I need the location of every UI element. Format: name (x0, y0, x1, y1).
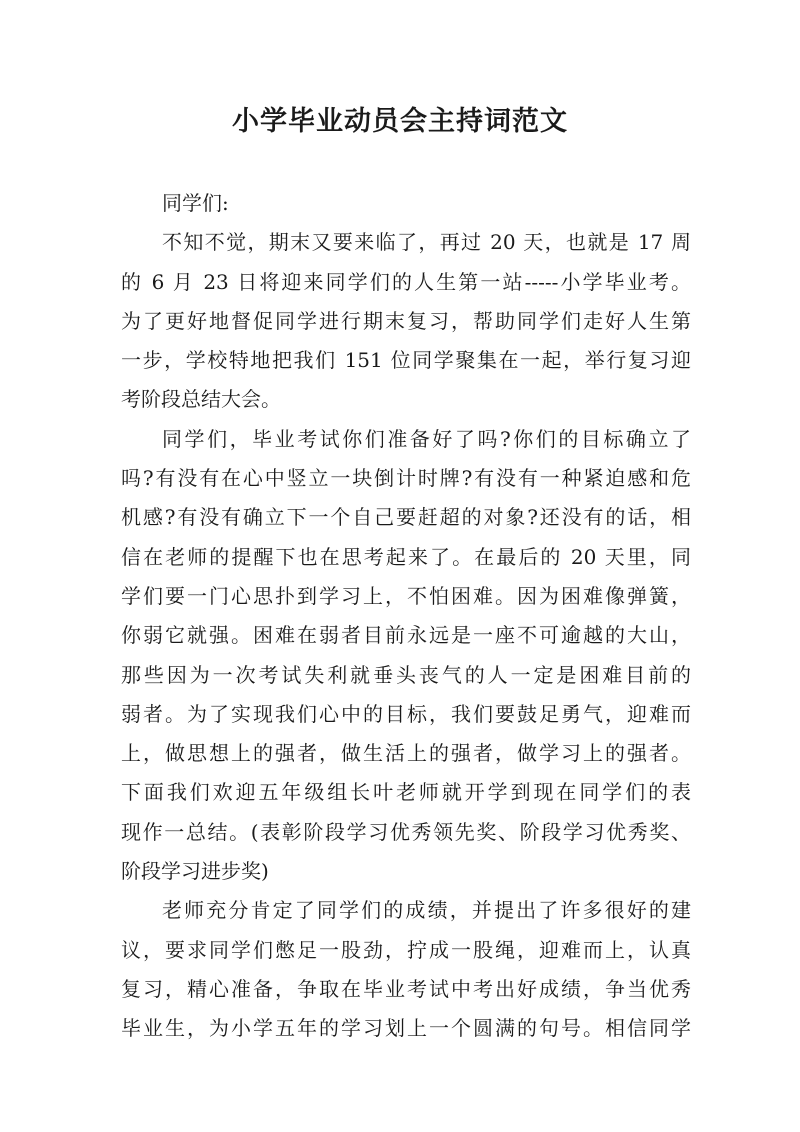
text-line: 弱者。为了实现我们心中的目标，我们要鼓足勇气，迎难而 (121, 701, 691, 726)
text-line: 那些因为一次考试失利就垂头丧气的人一定是困难目前的 (121, 662, 691, 687)
document-body (121, 184, 691, 1049)
text-line: 同学们，毕业考试你们准备好了吗?你们的目标确立了 (162, 426, 691, 451)
text-line: 一步，学校特地把我们 151 位同学聚集在一起，举行复习迎 (121, 348, 691, 373)
text-line: 现作一总结。(表彰阶段学习优秀领先奖、阶段学习优秀奖、 (121, 819, 691, 844)
text-line: 复习，精心准备，争取在毕业考试中考出好成绩，争当优秀 (121, 976, 691, 1001)
document-title: 小学毕业动员会主持词范文 (232, 106, 568, 137)
text-line: 下面我们欢迎五年级组长叶老师就开学到现在同学们的表 (121, 780, 691, 805)
text-line: 毕业生，为小学五年的学习划上一个圆满的句号。相信同学 (121, 1016, 691, 1041)
text-line: 不知不觉，期末又要来临了，再过 20 天，也就是 17 周 (162, 230, 691, 255)
text-line: 的 6 月 23 日将迎来同学们的人生第一站-----小学毕业考。 (121, 269, 691, 294)
text-line: 考阶段总结大会。 (121, 387, 281, 412)
text-line: 吗?有没有在心中竖立一块倒计时牌?有没有一种紧迫感和危 (121, 466, 691, 491)
text-line: 老师充分肯定了同学们的成绩，并提出了许多很好的建 (162, 898, 691, 923)
text-line: 为了更好地督促同学进行期末复习，帮助同学们走好人生第 (121, 308, 691, 333)
text-line: 阶段学习进步奖) (121, 859, 269, 884)
text-line: 你弱它就强。困难在弱者目前永远是一座不可逾越的大山， (121, 623, 691, 648)
text-line: 机感?有没有确立下一个自己要赶超的对象?还没有的话，相 (121, 505, 691, 530)
text-line: 信在老师的提醒下也在思考起来了。在最后的 20 天里，同 (121, 544, 691, 569)
text-line: 学们要一门心思扑到学习上，不怕困难。因为困难像弹簧， (121, 583, 691, 608)
text-line: 同学们: (162, 191, 229, 215)
text-line: 议，要求同学们憋足一股劲，拧成一股绳，迎难而上，认真 (121, 937, 691, 962)
text-line: 上，做思想上的强者，做生活上的强者，做学习上的强者。 (121, 741, 691, 766)
